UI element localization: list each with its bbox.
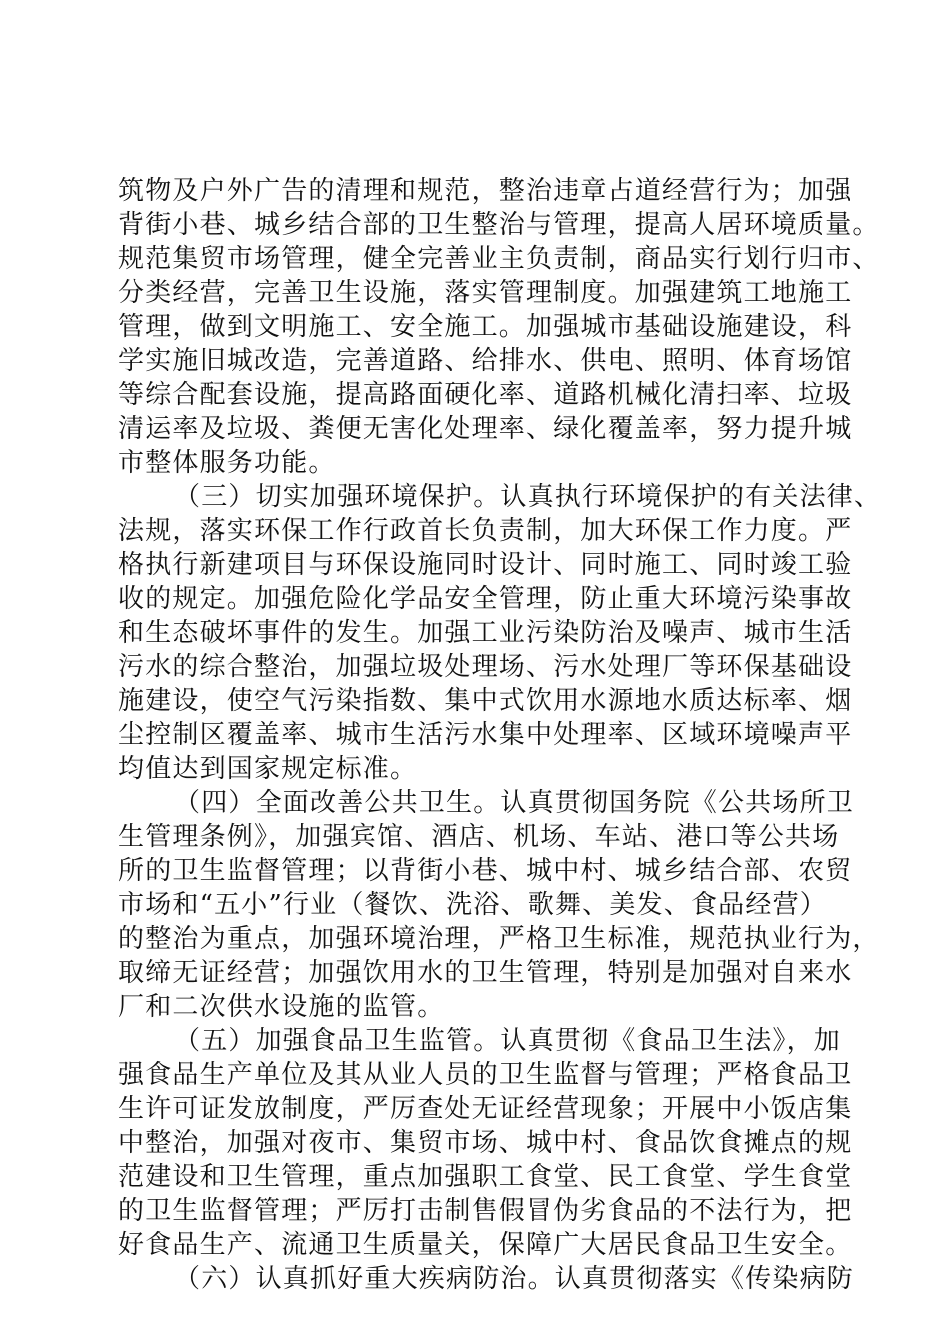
document-body bbox=[118, 174, 882, 1296]
text-line: 学实施旧城改造，完善道路、给排水、供电、照明、体育场馆 bbox=[118, 346, 853, 376]
text-line: 厂和二次供水设施的监管。 bbox=[118, 992, 445, 1022]
text-line: 分类经营，完善卫生设施，落实管理制度。加强建筑工地施工 bbox=[118, 278, 853, 308]
text-line: 筑物及户外广告的清理和规范，整治违章占道经营行为；加强 bbox=[118, 176, 853, 206]
text-line: 等综合配套设施，提高路面硬化率、道路机械化清扫率、垃圾 bbox=[118, 380, 853, 410]
text-line: 生许可证发放制度，严厉查处无证经营现象；开展中小饭店集 bbox=[118, 1094, 853, 1124]
text-line: 中整治，加强对夜市、集贸市场、城中村、食品饮食摊点的规 bbox=[118, 1128, 853, 1158]
text-line: 所的卫生监督管理；以背街小巷、城中村、城乡结合部、农贸 bbox=[118, 856, 853, 886]
text-line: 管理，做到文明施工、安全施工。加强城市基础设施建设，科 bbox=[118, 312, 853, 342]
text-line: 强食品生产单位及其从业人员的卫生监督与管理；严格食品卫 bbox=[118, 1060, 853, 1090]
text-line: 市场和“五小”行业（餐饮、洗浴、歌舞、美发、食品经营） bbox=[118, 890, 827, 920]
text-line: 市整体服务功能。 bbox=[118, 448, 336, 478]
text-line: 取缔无证经营；加强饮用水的卫生管理，特别是加强对自来水 bbox=[118, 958, 853, 988]
section-heading-line: （六）认真抓好重大疾病防治。认真贯彻落实《传染病防 bbox=[174, 1264, 855, 1294]
text-line: 均值达到国家规定标准。 bbox=[118, 754, 418, 784]
text-line: 清运率及垃圾、粪便无害化处理率、绿化覆盖率，努力提升城 bbox=[118, 414, 853, 444]
text-line: 法规，落实环保工作行政首长负责制，加大环保工作力度。严 bbox=[118, 516, 853, 546]
text-line: 的卫生监督管理；严厉打击制售假冒伪劣食品的不法行为，把 bbox=[118, 1196, 853, 1226]
section-heading-line: （五）加强食品卫生监管。认真贯彻《食品卫生法》，加 bbox=[174, 1026, 842, 1056]
text-line: 尘控制区覆盖率、城市生活污水集中处理率、区域环境噪声平 bbox=[118, 720, 853, 750]
text-line: 生管理条例》，加强宾馆、酒店、机场、车站、港口等公共场 bbox=[118, 822, 840, 852]
text-line: 规范集贸市场管理，健全完善业主负责制，商品实行划行归市、 bbox=[118, 244, 880, 274]
text-line: 范建设和卫生管理，重点加强职工食堂、民工食堂、学生食堂 bbox=[118, 1162, 853, 1192]
section-heading-line: （三）切实加强环境保护。认真执行环境保护的有关法律、 bbox=[174, 482, 882, 512]
section-heading-line: （四）全面改善公共卫生。认真贯彻国务院《公共场所卫 bbox=[174, 788, 855, 818]
text-line: 的整治为重点，加强环境治理，严格卫生标准，规范执业行为， bbox=[118, 924, 880, 954]
text-line: 背街小巷、城乡结合部的卫生整治与管理，提高人居环境质量。 bbox=[118, 210, 880, 240]
text-line: 收的规定。加强危险化学品安全管理，防止重大环境污染事故 bbox=[118, 584, 853, 614]
text-line: 污水的综合整治，加强垃圾处理场、污水处理厂等环保基础设 bbox=[118, 652, 853, 682]
text-line: 和生态破坏事件的发生。加强工业污染防治及噪声、城市生活 bbox=[118, 618, 853, 648]
text-line: 格执行新建项目与环保设施同时设计、同时施工、同时竣工验 bbox=[118, 550, 853, 580]
text-line: 施建设，使空气污染指数、集中式饮用水源地水质达标率、烟 bbox=[118, 686, 853, 716]
text-line: 好食品生产、流通卫生质量关，保障广大居民食品卫生安全。 bbox=[118, 1230, 853, 1260]
